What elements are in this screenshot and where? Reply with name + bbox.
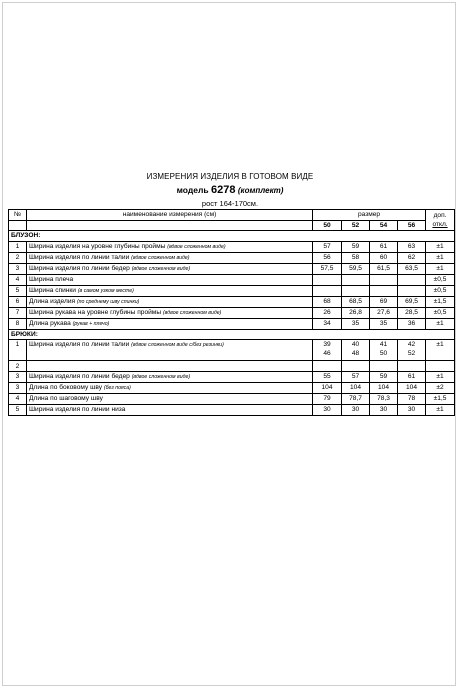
measurement-label: Ширина изделия на уровне глубины проймы <box>29 242 166 250</box>
model-line <box>0 184 460 196</box>
size-value: 104 <box>398 382 426 393</box>
row-number: 8 <box>9 318 27 329</box>
size-value: 62 <box>398 252 426 263</box>
size-value: 56 <box>313 252 342 263</box>
size-value: 78 <box>398 393 426 404</box>
measurement-label: Длина рукава <box>29 319 71 327</box>
size-value: 28,5 <box>398 307 426 318</box>
row-number: 7 <box>9 307 27 318</box>
table-row <box>9 263 455 274</box>
measurement-note: (вдвое сложенном виде с/без резинки) <box>131 342 224 349</box>
size-value-line1: 40 <box>351 341 360 349</box>
size-value <box>313 285 342 296</box>
size-value-line2: 50 <box>379 350 388 358</box>
size-value: 35 <box>370 318 398 329</box>
size-value: 34 <box>313 318 342 329</box>
col-tol-line2: откл. <box>432 221 448 229</box>
measurement-name <box>27 241 313 252</box>
size-value <box>370 285 398 296</box>
measurement-note: (по среднему шву спинки) <box>76 298 140 305</box>
measurement-note: (вдвое сложенном виде) <box>131 254 190 261</box>
model-note: (комплект) <box>237 186 284 195</box>
size-value: 27,6 <box>370 307 398 318</box>
col-tol-header <box>426 210 455 231</box>
row-number: 5 <box>9 285 27 296</box>
tolerance-value: ±1 <box>426 318 455 329</box>
row-number: 5 <box>9 404 27 415</box>
table-body <box>9 210 455 416</box>
size-value: 30 <box>398 404 426 415</box>
size-value: 61 <box>370 241 398 252</box>
size-value-line2: 48 <box>351 350 360 358</box>
col-num-header: № <box>9 210 27 221</box>
size-value <box>313 361 342 372</box>
size-value: 57,5 <box>313 263 342 274</box>
measurement-note: (рукав + плечо) <box>72 320 110 327</box>
size-value: 30 <box>313 404 342 415</box>
tolerance-value: ±1 <box>426 371 455 382</box>
size-value <box>398 361 426 372</box>
size-value <box>370 340 398 361</box>
measurement-name <box>27 361 313 372</box>
height-range: рост 164-170см. <box>201 199 259 208</box>
tolerance-value: ±1,5 <box>426 296 455 307</box>
measurement-name <box>27 252 313 263</box>
size-value: 79 <box>313 393 342 404</box>
tolerance-value: ±1 <box>426 252 455 263</box>
table-row <box>9 252 455 263</box>
tolerance-value: ±1 <box>426 241 455 252</box>
measurement-note: (вдвое сложенном виде) <box>131 265 191 272</box>
table-row <box>9 241 455 252</box>
measurement-name <box>27 340 313 361</box>
size-value <box>398 274 426 285</box>
measurement-label: Длина изделия <box>29 297 76 305</box>
size-value <box>398 340 426 361</box>
document-title: ИЗМЕРЕНИЯ ИЗДЕЛИЯ В ГОТОВОМ ВИДЕ <box>146 172 314 181</box>
section-row <box>9 329 455 340</box>
row-number: 4 <box>9 393 27 404</box>
blank-cell <box>27 220 313 231</box>
table-row <box>9 274 455 285</box>
row-number: 2 <box>9 361 27 372</box>
tolerance-value: ±2 <box>426 382 455 393</box>
measurement-label: Ширина плеча <box>29 275 74 283</box>
size-value <box>398 285 426 296</box>
measurement-label: Ширина рукава на уровне глубины проймы <box>29 308 162 316</box>
col-name-header: наименование измерения (см) <box>27 210 313 221</box>
tolerance-value: ±0,5 <box>426 274 455 285</box>
table-row <box>9 371 455 382</box>
blank-cell <box>9 220 27 231</box>
table-row <box>9 340 455 361</box>
size-value <box>342 340 370 361</box>
size-value: 30 <box>342 404 370 415</box>
size-value <box>370 361 398 372</box>
measurement-name <box>27 285 313 296</box>
measurement-note: (вдвое сложенном виде) <box>131 373 191 380</box>
size-value: 59 <box>370 371 398 382</box>
measurement-note: (вдвое сложенном виде) <box>167 243 226 250</box>
tolerance-value: ±1 <box>426 340 455 361</box>
row-number: 3 <box>9 371 27 382</box>
size-value-line2: 46 <box>323 350 331 358</box>
row-number: 1 <box>9 340 27 361</box>
size-value: 104 <box>370 382 398 393</box>
size-header: 56 <box>398 220 426 231</box>
measurement-name <box>27 274 313 285</box>
size-value: 63 <box>398 241 426 252</box>
table-row <box>9 285 455 296</box>
col-size-header: размер <box>313 210 426 221</box>
measurement-name <box>27 393 313 404</box>
model-number: 6278 <box>210 184 236 196</box>
size-value: 60 <box>370 252 398 263</box>
size-value-line1: 42 <box>407 341 416 349</box>
measurement-note: (в самом узком месте) <box>77 287 134 294</box>
table-row <box>9 361 455 372</box>
size-value: 78,7 <box>342 393 370 404</box>
size-value: 69,5 <box>398 296 426 307</box>
tolerance-value: ±0,5 <box>426 307 455 318</box>
measurement-label: Длина по шаговому шву <box>29 394 103 402</box>
row-number: 6 <box>9 296 27 307</box>
table-header-row <box>9 210 455 221</box>
tolerance-value <box>426 361 455 372</box>
measurement-name <box>27 263 313 274</box>
size-value <box>313 274 342 285</box>
size-value: 59,5 <box>342 263 370 274</box>
measurement-label: Ширина изделия по линии талии <box>29 341 130 349</box>
table-row <box>9 307 455 318</box>
size-value: 104 <box>342 382 370 393</box>
tolerance-value: ±0,5 <box>426 285 455 296</box>
size-value: 68,5 <box>342 296 370 307</box>
row-number: 1 <box>9 241 27 252</box>
section-title: БРЮКИ: <box>9 329 455 340</box>
size-value-line1: 39 <box>323 341 331 349</box>
measurement-label: Ширина спинки <box>29 286 76 294</box>
size-value: 59 <box>342 241 370 252</box>
measurement-label: Ширина изделия по линии бедер <box>29 372 130 380</box>
row-number: 4 <box>9 274 27 285</box>
size-header-row <box>9 220 455 231</box>
section-row <box>9 231 455 242</box>
size-value: 36 <box>398 318 426 329</box>
size-value: 30 <box>370 404 398 415</box>
measurement-name <box>27 307 313 318</box>
tolerance-value: ±1 <box>426 404 455 415</box>
table-row <box>9 382 455 393</box>
size-header: 50 <box>313 220 342 231</box>
table-row <box>9 393 455 404</box>
size-value: 78,3 <box>370 393 398 404</box>
size-value: 35 <box>342 318 370 329</box>
size-value <box>342 361 370 372</box>
measurement-name <box>27 382 313 393</box>
size-value: 61 <box>398 371 426 382</box>
size-value: 57 <box>342 371 370 382</box>
model-label: модель <box>176 185 209 195</box>
size-value: 26,8 <box>342 307 370 318</box>
measurement-note: (без пояса) <box>103 384 131 391</box>
row-number: 3 <box>9 263 27 274</box>
measurement-name <box>27 371 313 382</box>
table-row <box>9 404 455 415</box>
col-tol-line1: доп. <box>433 212 447 220</box>
measurement-label: Ширина изделия по линии бедер <box>29 264 130 272</box>
measurement-name <box>27 404 313 415</box>
size-value: 58 <box>342 252 370 263</box>
measurement-name <box>27 318 313 329</box>
measurements-table <box>8 209 455 416</box>
measurement-label: Длина по боковому шву <box>29 383 103 391</box>
measurement-label: Ширина изделия по линии талии <box>29 253 130 261</box>
size-value <box>342 285 370 296</box>
size-value: 61,5 <box>370 263 398 274</box>
size-value: 63,5 <box>398 263 426 274</box>
size-value-line1: 41 <box>379 341 388 349</box>
measurement-name <box>27 296 313 307</box>
tolerance-value: ±1,5 <box>426 393 455 404</box>
size-value-line2: 52 <box>407 350 416 358</box>
section-title: БЛУЗОН: <box>9 231 455 242</box>
size-value: 68 <box>313 296 342 307</box>
size-value: 104 <box>313 382 342 393</box>
row-number: 3 <box>9 382 27 393</box>
table-row <box>9 318 455 329</box>
size-value <box>370 274 398 285</box>
size-value <box>313 340 342 361</box>
size-value: 69 <box>370 296 398 307</box>
size-value: 26 <box>313 307 342 318</box>
size-header: 52 <box>342 220 370 231</box>
row-number: 2 <box>9 252 27 263</box>
size-value: 57 <box>313 241 342 252</box>
size-value: 55 <box>313 371 342 382</box>
table-row <box>9 296 455 307</box>
measurement-label: Ширина изделия по линии низа <box>29 405 126 413</box>
measurement-note: (вдвое сложенном виде) <box>162 309 222 316</box>
tolerance-value: ±1 <box>426 263 455 274</box>
size-header: 54 <box>370 220 398 231</box>
size-value <box>342 274 370 285</box>
